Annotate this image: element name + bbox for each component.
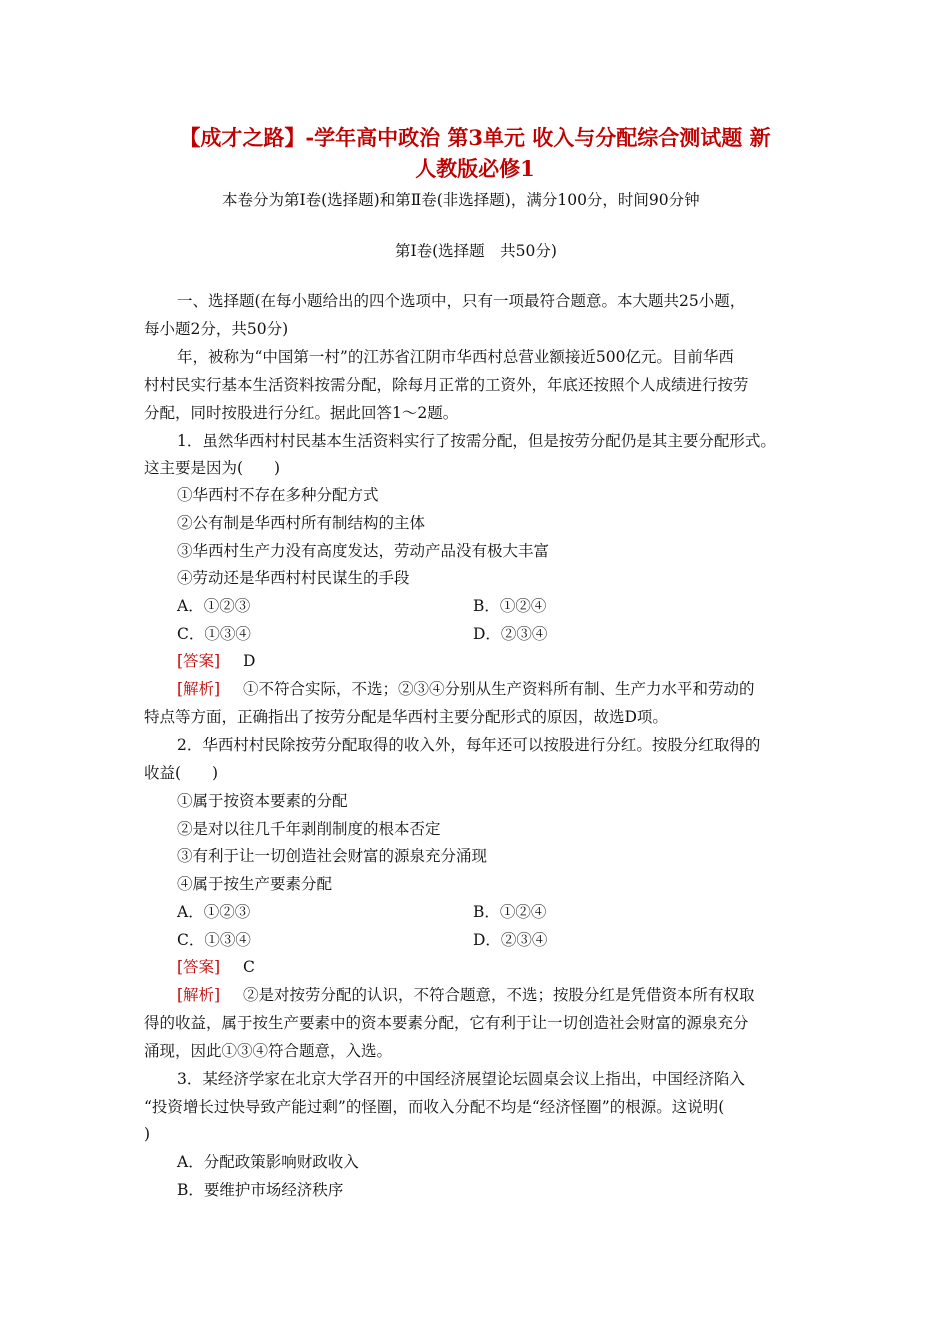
part1-heading: 第Ⅰ卷(选择题 共50分)	[395, 242, 557, 260]
q3-choice-a: A．分配政策影响财政收入	[177, 1153, 359, 1171]
q1-analysis-label: [解析]	[177, 680, 221, 698]
q1-statement-1: ①华西村不存在多种分配方式	[177, 486, 379, 504]
q1-analysis-line-2: 特点等方面，正确指出了按劳分配是华西村主要分配形式的原因，故选D项。	[144, 708, 668, 726]
q1-choice-a: A．①②③	[177, 597, 251, 615]
q1-statement-3: ③华西村生产力没有高度发达，劳动产品没有极大丰富	[177, 542, 550, 560]
q2-stem-line-1: 2．华西村村民除按劳分配取得的收入外，每年还可以按股进行分红。按股分红取得的	[177, 736, 761, 754]
document-title	[100, 122, 850, 184]
q2-statement-4: ④属于按生产要素分配	[177, 875, 333, 893]
q3-stem-line-1: 3．某经济学家在北京大学召开的中国经济展望论坛圆桌会议上指出，中国经济陷入	[177, 1070, 745, 1088]
q2-analysis-line-1: ②是对按劳分配的认识，不符合题意，不选；按股分红是凭借资本所有权取	[243, 986, 755, 1004]
title-line-2: 人教版必修1	[415, 156, 535, 181]
q2-statement-3: ③有利于让一切创造社会财富的源泉充分涌现	[177, 847, 488, 865]
q1-statement-2: ②公有制是华西村所有制结构的主体	[177, 514, 426, 532]
material-line-1: 年，被称为“中国第一村”的江苏省江阴市华西村总营业额接近500亿元。目前华西	[177, 348, 734, 366]
q1-stem-line-1: 1．虽然华西村村民基本生活资料实行了按需分配，但是按劳分配仍是其主要分配形式。	[177, 432, 776, 450]
q3-choice-b: B．要维护市场经济秩序	[177, 1181, 344, 1199]
q2-answer-value: C	[243, 958, 255, 976]
q1-answer-label: [答案]	[177, 652, 221, 670]
q3-stem-line-2: “投资增长过快导致产能过剩”的怪圈，而收入分配不均是“经济怪圈”的根源。这说明(	[144, 1098, 725, 1116]
q1-statement-4: ④劳动还是华西村村民谋生的手段	[177, 569, 410, 587]
q2-answer-label: [答案]	[177, 958, 221, 976]
q1-answer-value: D	[243, 652, 256, 670]
q1-choice-b: B．①②④	[473, 597, 547, 615]
exam-intro: 本卷分为第Ⅰ卷(选择题)和第Ⅱ卷(非选择题)，满分100分，时间90分钟	[222, 191, 700, 209]
q2-choice-a: A．①②③	[177, 903, 251, 921]
q2-statement-1: ①属于按资本要素的分配	[177, 792, 348, 810]
section-instruction-line-1: 一、选择题(在每小题给出的四个选项中，只有一项最符合题意。本大题共25小题，	[177, 292, 746, 310]
material-line-3: 分配，同时按股进行分红。据此回答1～2题。	[144, 404, 459, 422]
section-instruction-line-2: 每小题2分，共50分)	[144, 320, 289, 338]
q2-analysis-line-2: 得的收益，属于按生产要素中的资本要素分配，它有利于让一切创造社会财富的源泉充分	[144, 1014, 749, 1032]
title-line-1: 【成才之路】-学年高中政治 第3单元 收入与分配综合测试题 新	[179, 125, 771, 150]
q2-statement-2: ②是对以往几千年剥削制度的根本否定	[177, 820, 441, 838]
q3-stem-line-3: )	[144, 1125, 151, 1143]
q1-choice-c: C．①③④	[177, 625, 251, 643]
q2-choice-c: C．①③④	[177, 931, 251, 949]
q2-analysis-line-3: 涌现，因此①③④符合题意，入选。	[144, 1042, 393, 1060]
q1-choice-d: D．②③④	[473, 625, 548, 643]
material-line-2: 村村民实行基本生活资料按需分配，除每月正常的工资外，年底还按照个人成绩进行按劳	[144, 376, 749, 394]
q2-analysis-label: [解析]	[177, 986, 221, 1004]
q2-choice-b: B．①②④	[473, 903, 547, 921]
q1-analysis-line-1: ①不符合实际，不选；②③④分别从生产资料所有制、生产力水平和劳动的	[243, 680, 755, 698]
q2-stem-line-2: 收益( )	[144, 764, 219, 782]
q1-stem-line-2: 这主要是因为( )	[144, 459, 281, 477]
q2-choice-d: D．②③④	[473, 931, 548, 949]
